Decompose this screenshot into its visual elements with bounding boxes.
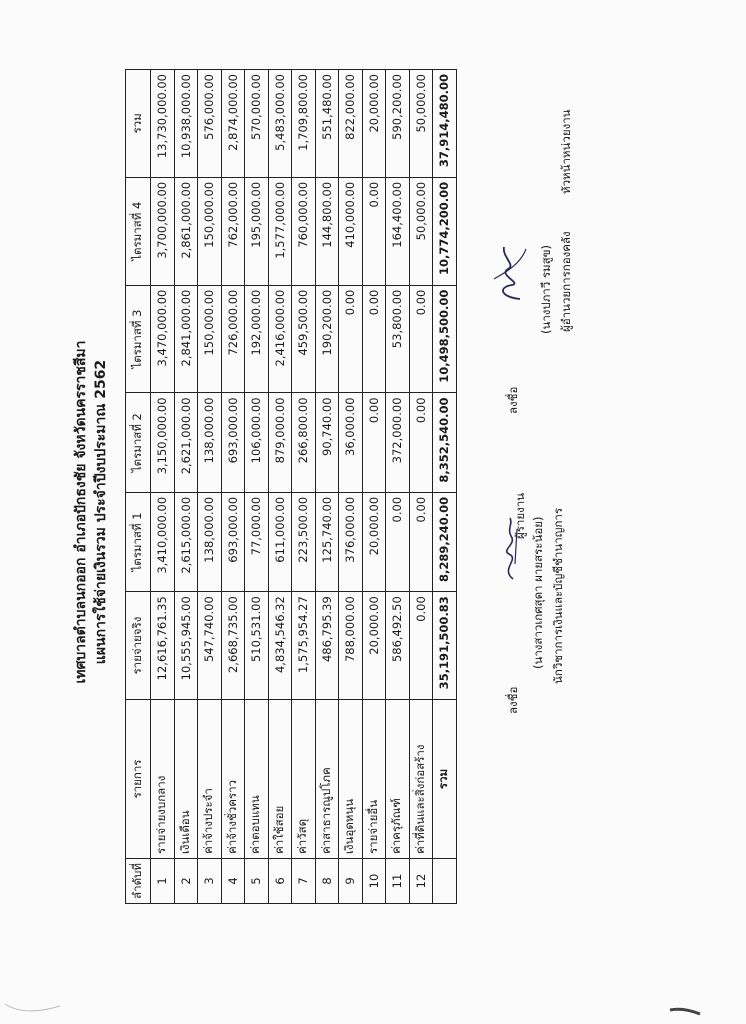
- totals-q2: 8,352,540.00: [433, 393, 457, 492]
- row-total: 551,480.00: [315, 70, 339, 178]
- row-q2: 138,000.00: [198, 393, 222, 492]
- table-row: [245, 70, 269, 904]
- row-no: 9: [339, 859, 363, 904]
- row-item: ค่าตอบแทน: [245, 700, 269, 859]
- row-total: 576,000.00: [198, 70, 222, 178]
- row-q3: 0.00: [362, 285, 386, 393]
- row-q3: 0.00: [409, 285, 433, 393]
- row-q4: 410,000.00: [339, 177, 363, 285]
- row-q2: 90,740.00: [315, 393, 339, 492]
- row-q1: 223,500.00: [292, 492, 316, 591]
- table-row: [268, 70, 292, 904]
- row-q1: 2,615,000.00: [174, 492, 198, 591]
- table-row: [292, 70, 316, 904]
- table-row: [339, 70, 363, 904]
- row-total: 10,938,000.00: [174, 70, 198, 178]
- right-sign-title: หัวหน้าหน่วยงาน: [559, 109, 573, 194]
- row-actual: 12,616,761.35: [151, 592, 175, 700]
- row-q1: 20,000.00: [362, 492, 386, 591]
- row-q4: 0.00: [362, 177, 386, 285]
- row-no: 10: [362, 859, 386, 904]
- col-no: ลำดับที่: [126, 859, 151, 904]
- row-no: 1: [151, 859, 175, 904]
- row-q3: 192,000.00: [245, 285, 269, 393]
- row-total: 13,730,000.00: [151, 70, 175, 178]
- row-total: 20,000.00: [362, 70, 386, 178]
- document-title: เทศบาลตำบลนกออก อำเภอปักธงชัย จังหวัดนครราชสีมา: [73, 340, 89, 684]
- row-q3: 2,841,000.00: [174, 285, 198, 393]
- left-sign-name: (นางสาวเกศสุดา ผายสระน้อย): [531, 516, 545, 669]
- row-no: 12: [409, 859, 433, 904]
- row-item: ค่าจ้างประจำ: [198, 700, 222, 859]
- row-total: 1,709,800.00: [292, 70, 316, 178]
- row-q1: 376,000.00: [339, 492, 363, 591]
- totals-row: [433, 70, 457, 904]
- row-item: เงินอุดหนุน: [339, 700, 363, 859]
- row-no: 6: [268, 859, 292, 904]
- row-actual: 1,575,954.27: [292, 592, 316, 700]
- table-row: [315, 70, 339, 904]
- row-item: ค่าใช้สอย: [268, 700, 292, 859]
- left-sign-position: นักวิชาการเงินและบัญชีชำนาญการ: [551, 507, 565, 684]
- row-q1: 0.00: [409, 492, 433, 591]
- row-q2: 0.00: [362, 393, 386, 492]
- row-q4: 195,000.00: [245, 177, 269, 285]
- row-q1: 3,410,000.00: [151, 492, 175, 591]
- table-row: [386, 70, 410, 904]
- row-q2: 372,000.00: [386, 393, 410, 492]
- row-q4: 144,800.00: [315, 177, 339, 285]
- col-total: รวม: [126, 70, 151, 178]
- row-q1: 138,000.00: [198, 492, 222, 591]
- row-total: 50,000.00: [409, 70, 433, 178]
- right-sign-position: ผู้อำนวยการกองคลัง: [559, 231, 573, 332]
- row-q3: 459,500.00: [292, 285, 316, 393]
- row-actual: 4,834,546.32: [268, 592, 292, 700]
- row-no: 7: [292, 859, 316, 904]
- table-row: [151, 70, 175, 904]
- row-q3: 0.00: [339, 285, 363, 393]
- col-item: รายการ: [126, 700, 151, 859]
- row-q3: 53,800.00: [386, 285, 410, 393]
- table-header-row: [126, 70, 151, 904]
- col-q1: ไตรมาสที่ 1: [126, 492, 151, 591]
- row-q1: 611,000.00: [268, 492, 292, 591]
- row-actual: 510,531.00: [245, 592, 269, 700]
- table-row: [362, 70, 386, 904]
- row-total: 590,200.00: [386, 70, 410, 178]
- row-item: ค่าที่ดินและสิ่งก่อสร้าง: [409, 700, 433, 859]
- row-q4: 50,000.00: [409, 177, 433, 285]
- row-q1: 693,000.00: [221, 492, 245, 591]
- totals-sum: 37,914,480.00: [433, 70, 457, 178]
- scan-smudge-mark: [650, 964, 710, 1024]
- row-no: 3: [198, 859, 222, 904]
- row-item: รายจ่ายงบกลาง: [151, 700, 175, 859]
- row-item: ค่าสาธารณูปโภค: [315, 700, 339, 859]
- row-q4: 3,700,000.00: [151, 177, 175, 285]
- right-sign-name: (นางปภาวี รมสูข): [539, 245, 553, 334]
- row-actual: 586,492.50: [386, 592, 410, 700]
- row-q4: 2,861,000.00: [174, 177, 198, 285]
- col-actual: รายจ่ายจริง: [126, 592, 151, 700]
- row-no: 2: [174, 859, 198, 904]
- row-no: 4: [221, 859, 245, 904]
- row-q2: 106,000.00: [245, 393, 269, 492]
- row-q2: 2,621,000.00: [174, 393, 198, 492]
- row-actual: 0.00: [409, 592, 433, 700]
- row-q3: 726,000.00: [221, 285, 245, 393]
- row-q2: 693,000.00: [221, 393, 245, 492]
- row-q2: 36,000.00: [339, 393, 363, 492]
- row-actual: 788,000.00: [339, 592, 363, 700]
- row-q3: 190,200.00: [315, 285, 339, 393]
- row-q2: 266,800.00: [292, 393, 316, 492]
- table-row: [221, 70, 245, 904]
- row-q3: 2,416,000.00: [268, 285, 292, 393]
- row-q4: 1,577,000.00: [268, 177, 292, 285]
- row-q1: 0.00: [386, 492, 410, 591]
- document-subtitle: แผนการใช้จ่ายเงินรวม ประจำปีงบประมาณ 2562: [93, 359, 109, 665]
- row-no: 8: [315, 859, 339, 904]
- row-q3: 3,470,000.00: [151, 285, 175, 393]
- table-row: [409, 70, 433, 904]
- row-q4: 762,000.00: [221, 177, 245, 285]
- row-no: 11: [386, 859, 410, 904]
- scan-edge-mark: [0, 994, 80, 1024]
- left-sign-role: ผู้รายงาน: [513, 492, 527, 539]
- col-q3: ไตรมาสที่ 3: [126, 285, 151, 393]
- row-actual: 10,555,945.00: [174, 592, 198, 700]
- table-row: [174, 70, 198, 904]
- row-no: 5: [245, 859, 269, 904]
- row-q1: 125,740.00: [315, 492, 339, 591]
- row-q2: 0.00: [409, 393, 433, 492]
- row-item: ค่าจ้างชั่วคราว: [221, 700, 245, 859]
- row-q2: 879,000.00: [268, 393, 292, 492]
- totals-blank: [433, 859, 457, 904]
- row-q2: 3,150,000.00: [151, 393, 175, 492]
- table-row: [198, 70, 222, 904]
- row-q3: 150,000.00: [198, 285, 222, 393]
- row-item: ค่าวัสดุ: [292, 700, 316, 859]
- left-sign-prefix: ลงชื่อ: [506, 686, 520, 714]
- row-item: ค่าครุภัณฑ์: [386, 700, 410, 859]
- row-q1: 77,000.00: [245, 492, 269, 591]
- right-sign-prefix: ลงชื่อ: [506, 386, 520, 414]
- row-total: 2,874,000.00: [221, 70, 245, 178]
- row-actual: 2,668,735.00: [221, 592, 245, 700]
- totals-q4: 10,774,200.00: [433, 177, 457, 285]
- col-q4: ไตรมาสที่ 4: [126, 177, 151, 285]
- totals-q3: 10,498,500.00: [433, 285, 457, 393]
- totals-actual: 35,191,500.83: [433, 592, 457, 700]
- row-q4: 164,400.00: [386, 177, 410, 285]
- row-total: 822,000.00: [339, 70, 363, 178]
- totals-q1: 8,289,240.00: [433, 492, 457, 591]
- row-total: 570,000.00: [245, 70, 269, 178]
- row-item: รายจ่ายอื่น: [362, 700, 386, 859]
- row-actual: 486,795.39: [315, 592, 339, 700]
- row-total: 5,483,000.00: [268, 70, 292, 178]
- right-signature-mark: [490, 239, 530, 309]
- row-q4: 760,000.00: [292, 177, 316, 285]
- totals-label: รวม: [433, 700, 457, 859]
- row-actual: 547,740.00: [198, 592, 222, 700]
- budget-table: [125, 69, 457, 904]
- row-item: เงินเดือน: [174, 700, 198, 859]
- row-q4: 150,000.00: [198, 177, 222, 285]
- col-q2: ไตรมาสที่ 2: [126, 393, 151, 492]
- row-actual: 20,000.00: [362, 592, 386, 700]
